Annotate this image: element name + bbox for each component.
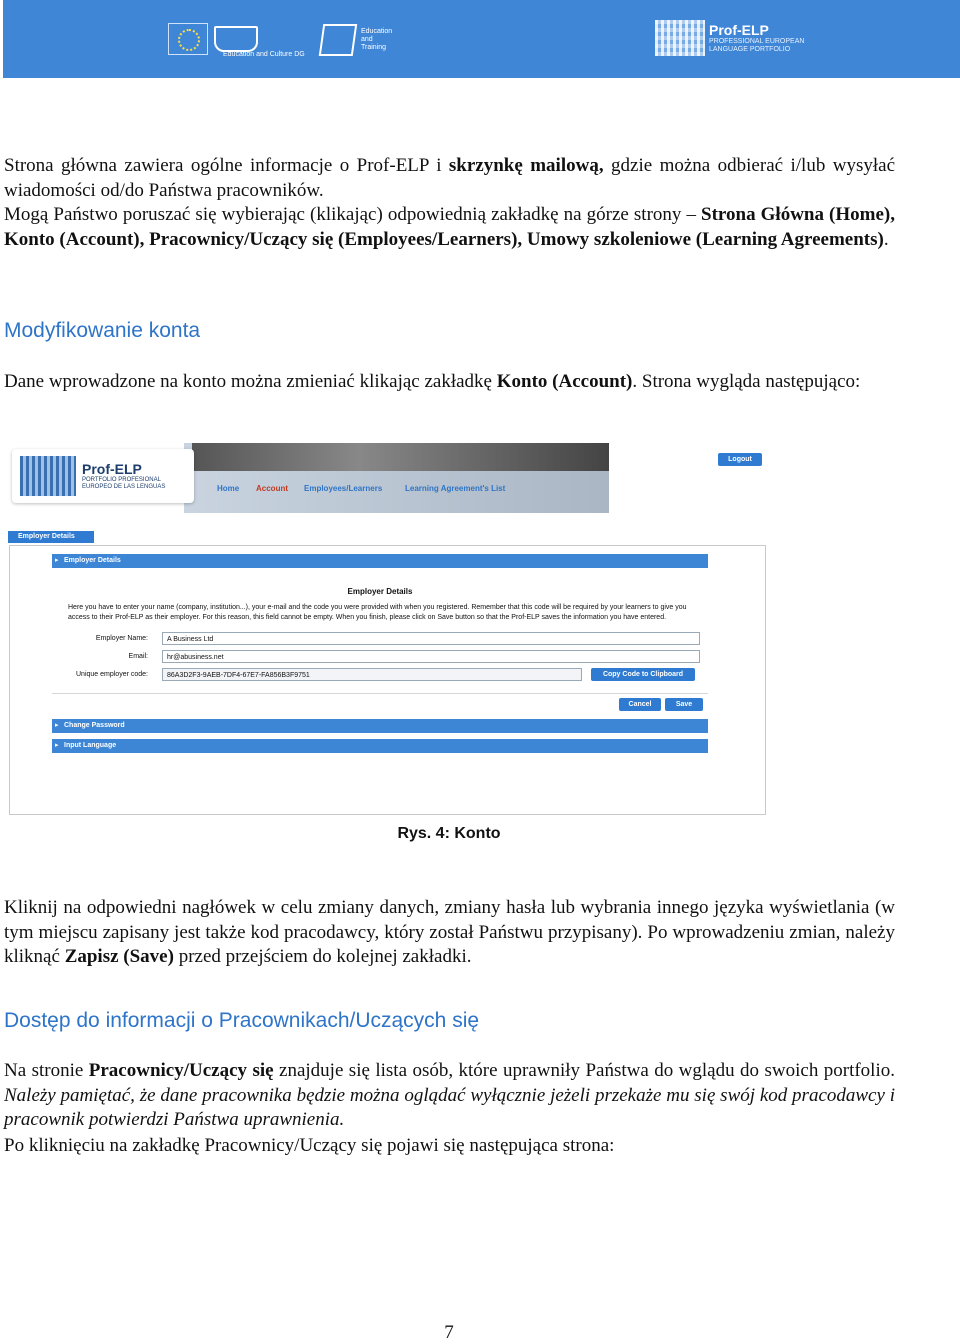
paragraph-next-page: Po kliknięciu na zakładkę Pracownicy/Uczący się pojawi się następująca strona: bbox=[4, 1135, 615, 1156]
screenshot-logo bbox=[12, 449, 194, 503]
edu-label-1: Education bbox=[361, 28, 393, 35]
prof-elp-title: Prof-ELP bbox=[709, 21, 769, 38]
prof-elp-mosaic-icon bbox=[655, 20, 705, 56]
text: Kliknij na odpowiedni nagłówek w celu zmiany danych, zmiany hasła lub wybrania innego języka wyświetlania (w tym miejscu zapisany jest także kod pracodawcy, który został Państwu przypisany). Po wprowadzeniu zmian, należy kliknąć bbox=[4, 897, 895, 968]
heading-employees-access: Dostęp do informacji o Pracownikach/Uczących się bbox=[4, 1009, 480, 1032]
page-number: 7 bbox=[444, 1322, 454, 1343]
bar-employer-details[interactable]: ▸ Employer Details bbox=[52, 554, 708, 568]
prof-elp-mosaic-icon bbox=[20, 456, 76, 496]
bold-text: Konto (Account) bbox=[496, 371, 633, 392]
tab-employer-details[interactable]: Employer Details bbox=[8, 531, 94, 543]
eu-logo-label: Education and Culture DG bbox=[223, 51, 305, 58]
paragraph-intro bbox=[4, 154, 895, 203]
paragraph-instructions bbox=[4, 896, 895, 970]
employer-code-input[interactable]: 86A3D2F3-9AEB-7DF4-67E7-FA856B3F9751 bbox=[162, 668, 582, 681]
edu-label-3: Training bbox=[361, 44, 387, 51]
logout-button[interactable]: Logout bbox=[718, 453, 762, 466]
text: . bbox=[883, 228, 889, 250]
prof-elp-sub-2: LANGUAGE PORTFOLIO bbox=[709, 45, 791, 53]
header-decoration bbox=[192, 443, 609, 471]
employer-details-intro: Here you have to enter your name (company, institution...), your e-mail and the code you were provided with when you registered. Remember that this code will be required by your learners to give you access to their Prof-ELP as their employer. For this reason, this field cannot be empty. When you finish, please click on Save button so that the Prof-ELP saves the information you have entered. bbox=[68, 604, 687, 621]
paragraph-navigation bbox=[4, 203, 895, 252]
bar-change-password[interactable]: ▸ Change Password bbox=[52, 719, 708, 733]
label-employer-name: Employer Name: bbox=[95, 635, 148, 642]
text: przed przejściem do kolejnej zakładki. bbox=[173, 946, 472, 968]
header-banner bbox=[3, 0, 960, 78]
education-training-logo bbox=[321, 24, 392, 56]
bar-input-language[interactable]: ▸ Input Language bbox=[52, 739, 708, 753]
nav-employees-learners[interactable]: Employees/Learners bbox=[304, 484, 383, 493]
screenshot-logo-title: Prof-ELP bbox=[82, 461, 142, 477]
text: . Strona wygląda następująco: bbox=[632, 371, 861, 392]
divider bbox=[52, 693, 708, 694]
save-button[interactable]: Save bbox=[665, 698, 703, 711]
employer-details-title: Employer Details bbox=[347, 587, 413, 596]
prof-elp-logo bbox=[655, 20, 804, 56]
text: Strona główna zawiera ogólne informacje o Prof-ELP i bbox=[4, 155, 449, 176]
text: Na stronie bbox=[4, 1060, 89, 1081]
bold-text: skrzynkę mailową, bbox=[448, 155, 604, 176]
employer-name-input[interactable]: A Business Ltd bbox=[162, 632, 700, 645]
screenshot-logo-sub-1: PORTFOLIO PROFESIONAL bbox=[82, 477, 161, 483]
eu-logo bbox=[168, 23, 305, 58]
heading-modify-account: Modyfikowanie konta bbox=[4, 319, 201, 342]
text: znajduje się lista osób, które uprawniły Państwa do wglądu do swoich portfolio. bbox=[273, 1060, 895, 1081]
text: Mogą Państwo poruszać się wybierając (klikając) odpowiednią zakładkę na górze strony – bbox=[4, 204, 702, 225]
nav-account[interactable]: Account bbox=[256, 484, 288, 493]
prof-elp-sub-1: PROFESSIONAL EUROPEAN bbox=[709, 37, 805, 45]
cancel-button[interactable]: Cancel bbox=[619, 698, 661, 711]
edu-label-2: and bbox=[361, 36, 373, 43]
figure-caption: Rys. 4: Konto bbox=[397, 825, 501, 842]
nav-home[interactable]: Home bbox=[217, 484, 240, 493]
italic-text: Należy pamiętać, że dane pracownika będzie można oglądać wyłącznie jeżeli przekaże mu się swój kod pracodawcy i pracownik potwierdzi Państwa uprawnienia. bbox=[4, 1084, 895, 1131]
bold-text: Pracownicy/Uczący się bbox=[88, 1060, 274, 1081]
bold-text: Strona Główna (Home), Konto (Account), Pracownicy/Uczący się (Employees/Learners), Umowy szkoleniowe (Learning Agreements) bbox=[4, 204, 895, 250]
eu-flag-icon bbox=[168, 23, 208, 55]
copy-code-button[interactable]: Copy Code to Clipboard bbox=[591, 668, 695, 681]
text: Dane wprowadzone na konto można zmieniać klikając zakładkę bbox=[4, 371, 497, 392]
paragraph-account bbox=[4, 370, 895, 395]
label-email: Email: bbox=[128, 653, 148, 660]
screenshot-logo-sub-2: EUROPEO DE LAS LENGUAS bbox=[82, 484, 166, 490]
bold-text: Zapisz (Save) bbox=[64, 946, 174, 968]
text: gdzie można odbierać i/lub wysyłać wiadomości od/do Państwa pracowników. bbox=[4, 155, 896, 201]
education-icon bbox=[319, 24, 357, 56]
nav-learning-agreements[interactable]: Learning Agreement's List bbox=[405, 484, 506, 493]
book-icon bbox=[214, 26, 258, 52]
email-input[interactable]: hr@abusiness.net bbox=[162, 650, 700, 663]
label-employer-code: Unique employer code: bbox=[76, 671, 148, 678]
paragraph-employees bbox=[4, 1059, 895, 1133]
